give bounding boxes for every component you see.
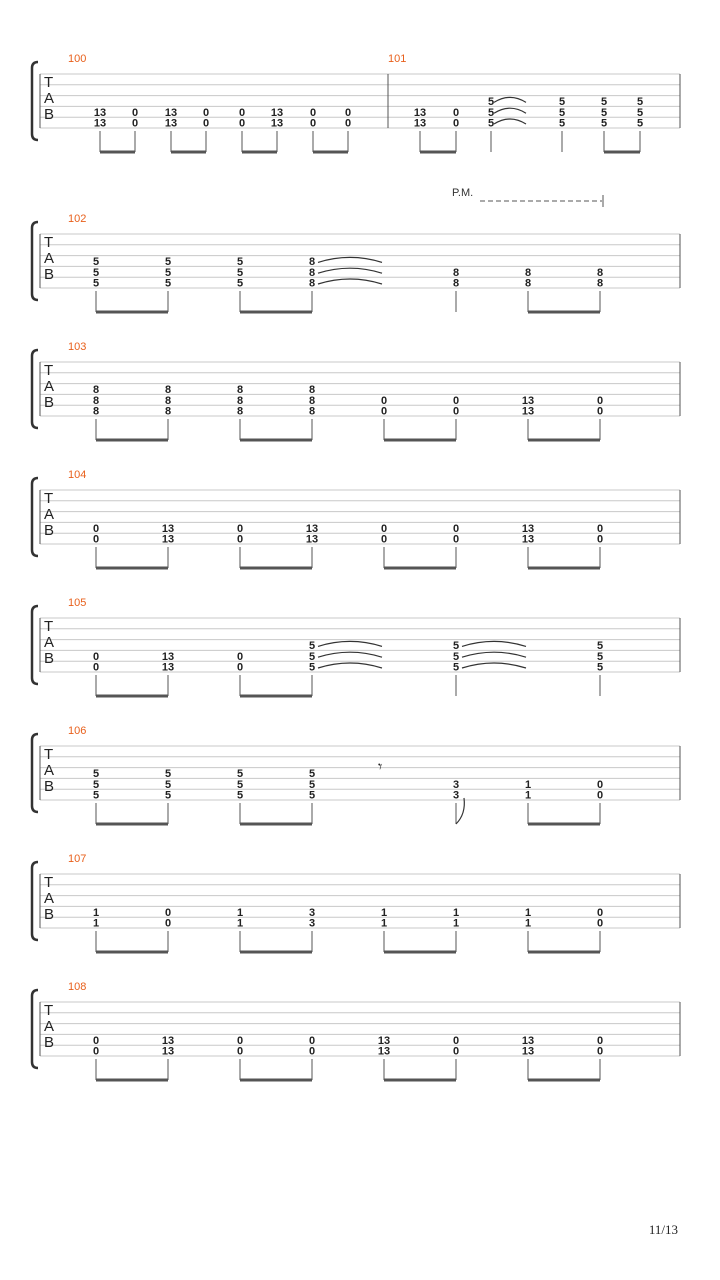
fret-number: 5	[487, 96, 495, 108]
fret-number: 5	[596, 661, 604, 674]
tab-clef-letter: B	[44, 522, 55, 539]
fret-number: 8	[308, 256, 316, 268]
fret-number: 0	[452, 1034, 460, 1047]
fret-number: 1	[236, 906, 244, 919]
fret-number: 13	[521, 1045, 535, 1058]
tab-clef-letter: B	[44, 906, 55, 923]
fret-number: 5	[308, 778, 316, 791]
fret-number: 0	[452, 522, 460, 535]
tab-system	[32, 341, 680, 440]
measure-number: 106	[68, 725, 87, 737]
fret-number: 0	[596, 1034, 604, 1047]
tie	[318, 257, 382, 262]
fret-number: 5	[452, 661, 460, 674]
fret-number: 5	[600, 106, 608, 119]
fret-number: 1	[524, 906, 532, 919]
fret-number: 5	[452, 650, 460, 663]
fret-number: 5	[92, 768, 100, 780]
fret-number: 13	[521, 405, 535, 418]
fret-number: 0	[308, 1045, 316, 1058]
tie	[462, 652, 526, 657]
fret-number: 8	[308, 266, 316, 279]
fret-number: 0	[309, 117, 317, 130]
fret-number: 5	[236, 277, 244, 290]
fret-number: 13	[413, 106, 427, 119]
tie	[318, 641, 382, 646]
tab-system	[32, 981, 680, 1080]
tab-clef-letter: A	[44, 506, 55, 523]
tab-clef-letter: B	[44, 1034, 55, 1051]
fret-number: 5	[308, 789, 316, 802]
tab-clef-letter: T	[44, 1002, 54, 1019]
tab-clef-letter: A	[44, 250, 55, 267]
tab-clef-letter: T	[44, 618, 54, 635]
tie	[318, 652, 382, 657]
fret-number: 0	[344, 117, 352, 130]
fret-number: 13	[521, 522, 535, 535]
fret-number: 8	[164, 405, 172, 418]
fret-number: 0	[131, 117, 139, 130]
fret-number: 0	[596, 789, 604, 802]
fret-number: 5	[92, 778, 100, 791]
slide-mark	[456, 798, 464, 824]
fret-number: 5	[92, 256, 100, 268]
fret-number: 13	[521, 394, 535, 407]
tab-system	[32, 213, 680, 312]
fret-number: 0	[452, 394, 460, 407]
tab-system	[32, 725, 680, 824]
fret-number: 13	[161, 661, 175, 674]
fret-number: 0	[344, 106, 352, 119]
fret-number: 0	[452, 106, 460, 119]
fret-number: 0	[596, 394, 604, 407]
fret-number: 8	[452, 277, 460, 290]
fret-number: 0	[596, 522, 604, 535]
fret-number: 0	[308, 1034, 316, 1047]
fret-number: 0	[238, 117, 246, 130]
fret-number: 13	[305, 533, 319, 546]
tie	[462, 641, 526, 646]
fret-number: 13	[164, 117, 178, 130]
fret-number: 1	[380, 917, 388, 930]
fret-number: 5	[236, 778, 244, 791]
tab-clef-letter: A	[44, 378, 55, 395]
fret-number: 5	[92, 266, 100, 279]
fret-number: 13	[270, 106, 284, 119]
fret-number: 0	[452, 533, 460, 546]
fret-number: 8	[92, 405, 100, 418]
tab-clef-letter: A	[44, 1018, 55, 1035]
tab-clef-letter: A	[44, 890, 55, 907]
fret-number: 1	[452, 906, 460, 919]
fret-number: 5	[164, 789, 172, 802]
tab-clef-letter: B	[44, 394, 55, 411]
fret-number: 0	[596, 917, 604, 930]
system-bracket	[32, 62, 38, 140]
fret-number: 13	[377, 1034, 391, 1047]
fret-number: 0	[236, 1034, 244, 1047]
tab-system	[32, 53, 680, 152]
fret-number: 0	[131, 106, 139, 119]
fret-number: 5	[600, 96, 608, 108]
fret-number: 13	[161, 650, 175, 663]
tie	[318, 279, 382, 284]
fret-number: 0	[596, 405, 604, 418]
fret-number: 13	[377, 1045, 391, 1058]
fret-number: 5	[596, 650, 604, 663]
system-bracket	[32, 990, 38, 1068]
measure-number: 102	[68, 213, 87, 225]
fret-number: 0	[236, 650, 244, 663]
system-bracket	[32, 478, 38, 556]
fret-number: 5	[164, 256, 172, 268]
fret-number: 8	[92, 394, 100, 407]
fret-number: 1	[524, 778, 532, 791]
fret-number: 5	[636, 106, 644, 119]
tie	[494, 119, 526, 124]
fret-number: 8	[524, 277, 532, 290]
fret-number: 0	[452, 1045, 460, 1058]
fret-number: 0	[380, 405, 388, 418]
fret-number: 1	[380, 906, 388, 919]
measure-number: 105	[68, 597, 87, 609]
tab-clef-letter: B	[44, 778, 55, 795]
fret-number: 5	[236, 266, 244, 279]
tab-system	[32, 469, 680, 568]
tie	[318, 268, 382, 273]
fret-number: 5	[636, 96, 644, 108]
tab-system	[32, 597, 680, 696]
tab-clef-letter: A	[44, 634, 55, 651]
fret-number: 1	[236, 917, 244, 930]
fret-number: 5	[558, 96, 566, 108]
fret-number: 13	[305, 522, 319, 535]
fret-number: 0	[452, 405, 460, 418]
fret-number: 0	[202, 117, 210, 130]
measure-number: 104	[68, 469, 87, 481]
fret-number: 5	[600, 117, 608, 130]
fret-number: 0	[380, 533, 388, 546]
fret-number: 3	[452, 789, 460, 802]
fret-number: 8	[524, 266, 532, 279]
fret-number: 13	[164, 106, 178, 119]
fret-number: 5	[92, 277, 100, 290]
fret-number: 13	[413, 117, 427, 130]
fret-number: 0	[92, 1045, 100, 1058]
tie	[494, 108, 526, 113]
fret-number: 8	[164, 384, 172, 396]
fret-number: 5	[308, 768, 316, 780]
fret-number: 8	[452, 266, 460, 279]
fret-number: 0	[238, 106, 246, 119]
fret-number: 5	[308, 661, 316, 674]
fret-number: 8	[308, 394, 316, 407]
palm-mute-label: P.M.	[452, 187, 474, 199]
tab-clef-letter: T	[44, 490, 54, 507]
fret-number: 5	[236, 256, 244, 268]
fret-number: 8	[308, 405, 316, 418]
fret-number: 8	[164, 394, 172, 407]
fret-number: 0	[202, 106, 210, 119]
fret-number: 0	[164, 917, 172, 930]
fret-number: 8	[236, 384, 244, 396]
tab-system	[32, 853, 680, 952]
tie	[462, 663, 526, 668]
tab-clef-letter: B	[44, 106, 55, 123]
fret-number: 1	[92, 917, 100, 930]
tab-clef-letter: T	[44, 746, 54, 763]
fret-number: 13	[161, 1034, 175, 1047]
fret-number: 0	[92, 533, 100, 546]
fret-number: 0	[92, 1034, 100, 1047]
fret-number: 0	[452, 117, 460, 130]
fret-number: 0	[309, 106, 317, 119]
tab-clef-letter: B	[44, 650, 55, 667]
fret-number: 0	[596, 778, 604, 791]
fret-number: 1	[524, 917, 532, 930]
fret-number: 3	[308, 917, 316, 930]
fret-number: 3	[308, 906, 316, 919]
tie	[318, 663, 382, 668]
measure-number: 100	[68, 53, 87, 65]
fret-number: 8	[596, 277, 604, 290]
fret-number: 1	[524, 789, 532, 802]
fret-number: 0	[236, 661, 244, 674]
fret-number: 8	[596, 266, 604, 279]
fret-number: 8	[92, 384, 100, 396]
fret-number: 5	[308, 650, 316, 663]
fret-number: 13	[521, 1034, 535, 1047]
tie	[494, 97, 526, 102]
system-bracket	[32, 350, 38, 428]
measure-number: 108	[68, 981, 87, 993]
tab-clef-letter: B	[44, 266, 55, 283]
fret-number: 0	[236, 522, 244, 535]
fret-number: 13	[270, 117, 284, 130]
fret-number: 5	[558, 106, 566, 119]
system-bracket	[32, 734, 38, 812]
fret-number: 0	[380, 394, 388, 407]
system-bracket	[32, 222, 38, 300]
fret-number: 8	[236, 405, 244, 418]
fret-number: 0	[164, 906, 172, 919]
measure-number: 101	[388, 53, 407, 65]
fret-number: 13	[93, 106, 107, 119]
tab-clef-letter: T	[44, 362, 54, 379]
fret-number: 0	[92, 522, 100, 535]
fret-number: 5	[487, 106, 495, 119]
fret-number: 0	[596, 1045, 604, 1058]
measure-number: 103	[68, 341, 87, 353]
fret-number: 5	[236, 789, 244, 802]
fret-number: 13	[93, 117, 107, 130]
tab-clef-letter: T	[44, 234, 54, 251]
fret-number: 5	[164, 277, 172, 290]
fret-number: 5	[236, 768, 244, 780]
page-number: 11/13	[648, 1222, 678, 1237]
fret-number: 0	[596, 533, 604, 546]
fret-number: 13	[161, 522, 175, 535]
fret-number: 13	[161, 1045, 175, 1058]
fret-number: 5	[558, 117, 566, 130]
fret-number: 5	[636, 117, 644, 130]
tab-clef-letter: A	[44, 762, 55, 779]
fret-number: 0	[380, 522, 388, 535]
fret-number: 5	[308, 640, 316, 652]
fret-number: 0	[596, 906, 604, 919]
system-bracket	[32, 606, 38, 684]
fret-number: 0	[92, 650, 100, 663]
fret-number: 1	[452, 917, 460, 930]
system-bracket	[32, 862, 38, 940]
fret-number: 0	[236, 1045, 244, 1058]
fret-number: 13	[521, 533, 535, 546]
fret-number: 5	[164, 778, 172, 791]
fret-number: 5	[164, 266, 172, 279]
tab-clef-letter: A	[44, 90, 55, 107]
fret-number: 5	[164, 768, 172, 780]
eighth-rest-icon: 𝄾	[378, 757, 383, 776]
fret-number: 0	[92, 661, 100, 674]
tab-clef-letter: T	[44, 874, 54, 891]
fret-number: 5	[452, 640, 460, 652]
fret-number: 5	[596, 640, 604, 652]
fret-number: 0	[236, 533, 244, 546]
fret-number: 8	[308, 384, 316, 396]
fret-number: 3	[452, 778, 460, 791]
fret-number: 8	[308, 277, 316, 290]
fret-number: 13	[161, 533, 175, 546]
fret-number: 1	[92, 906, 100, 919]
fret-number: 8	[236, 394, 244, 407]
measure-number: 107	[68, 853, 87, 865]
fret-number: 5	[487, 117, 495, 130]
tab-clef-letter: T	[44, 74, 54, 91]
fret-number: 5	[92, 789, 100, 802]
